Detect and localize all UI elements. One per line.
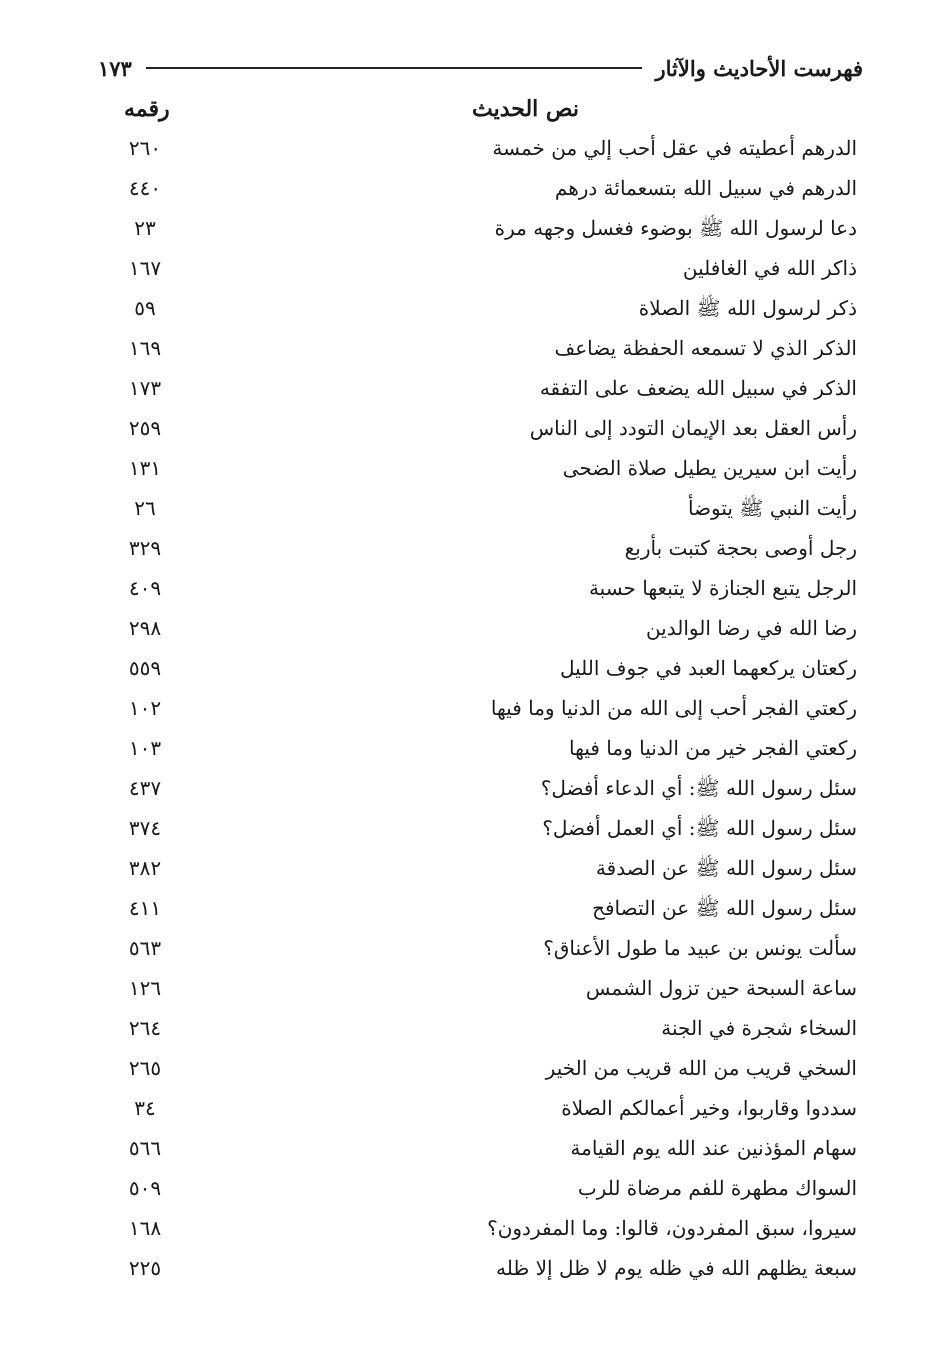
hadith-text: السواك مطهرة للفم مرضاة للرب xyxy=(577,1176,857,1200)
index-row xyxy=(0,173,949,213)
hadith-text: السخاء شجرة في الجنة xyxy=(661,1016,857,1040)
hadith-text: ركعتي الفجر أحب إلى الله من الدنيا وما فيها xyxy=(490,696,857,720)
index-row xyxy=(0,413,949,453)
hadith-number: ٢٣ xyxy=(134,216,156,240)
index-row xyxy=(0,813,949,853)
hadith-number: ٣٤ xyxy=(134,1096,156,1120)
hadith-text: ذاكر الله في الغافلين xyxy=(682,256,857,280)
hadith-text: سألت يونس بن عبيد ما طول الأعناق؟ xyxy=(543,936,857,960)
hadith-number: ١٦٨ xyxy=(128,1216,162,1240)
hadith-number: ١٠٣ xyxy=(128,736,162,760)
index-row xyxy=(0,453,949,493)
text-column-heading: نص الحديث xyxy=(471,96,579,122)
hadith-number: ٢٦ xyxy=(134,496,156,520)
hadith-number: ١٢٦ xyxy=(128,976,162,1000)
hadith-text: سهام المؤذنين عند الله يوم القيامة xyxy=(570,1136,857,1160)
hadith-text: الذكر الذي لا تسمعه الحفظة يضاعف xyxy=(554,336,857,360)
index-row xyxy=(0,853,949,893)
header-rule xyxy=(146,67,642,69)
index-row xyxy=(0,613,949,653)
index-row xyxy=(0,573,949,613)
index-row xyxy=(0,1013,949,1053)
index-row xyxy=(0,1173,949,1213)
index-row xyxy=(0,253,949,293)
hadith-text: ساعة السبحة حين تزول الشمس xyxy=(585,976,857,1000)
hadith-text: دعا لرسول الله ﷺ بوضوء فغسل وجهه مرة xyxy=(494,216,857,240)
hadith-number: ٣٧٤ xyxy=(128,816,162,840)
index-row xyxy=(0,893,949,933)
index-row xyxy=(0,973,949,1013)
hadith-text: سيروا، سبق المفردون، قالوا: وما المفردون؟ xyxy=(487,1216,857,1240)
index-row xyxy=(0,733,949,773)
hadith-text: سئل رسول الله ﷺ: أي الدعاء أفضل؟ xyxy=(540,776,857,800)
hadith-text: السخي قريب من الله قريب من الخير xyxy=(545,1056,857,1080)
hadith-text: الدرهم في سبيل الله بتسعمائة درهم xyxy=(554,176,857,200)
page-number: ١٧٣ xyxy=(98,55,132,81)
hadith-number: ٢٢٥ xyxy=(128,1256,162,1280)
hadith-text: الدرهم أعطيته في عقل أحب إلي من خمسة xyxy=(492,136,857,160)
hadith-text: رجل أوصى بحجة كتبت بأربع xyxy=(624,536,857,560)
hadith-number: ٤٤٠ xyxy=(128,176,162,200)
hadith-text: رأس العقل بعد الإيمان التودد إلى الناس xyxy=(529,416,857,440)
hadith-text: ركعتان يركعهما العبد في جوف الليل xyxy=(559,656,857,680)
hadith-number: ١٧٣ xyxy=(128,376,162,400)
hadith-text: سددوا وقاربوا، وخير أعمالكم الصلاة xyxy=(561,1096,857,1120)
hadith-text: رأيت النبي ﷺ يتوضأ xyxy=(687,496,857,520)
hadith-number: ٤٠٩ xyxy=(128,576,162,600)
hadith-text: ذكر لرسول الله ﷺ الصلاة xyxy=(638,296,857,320)
hadith-number: ٢٦٤ xyxy=(128,1016,162,1040)
index-row xyxy=(0,1093,949,1133)
hadith-number: ٤٣٧ xyxy=(128,776,162,800)
index-row xyxy=(0,933,949,973)
index-row xyxy=(0,1133,949,1173)
hadith-text: سبعة يظلهم الله في ظله يوم لا ظل إلا ظله xyxy=(496,1256,857,1280)
index-row xyxy=(0,1213,949,1253)
hadith-number: ٣٢٩ xyxy=(128,536,162,560)
hadith-number: ٢٥٩ xyxy=(128,416,162,440)
index-row xyxy=(0,493,949,533)
index-row xyxy=(0,373,949,413)
index-row xyxy=(0,653,949,693)
index-row xyxy=(0,773,949,813)
hadith-number: ١٦٧ xyxy=(128,256,162,280)
index-row xyxy=(0,693,949,733)
index-row xyxy=(0,533,949,573)
hadith-number: ٢٦٠ xyxy=(128,136,162,160)
hadith-text: سئل رسول الله ﷺ: أي العمل أفضل؟ xyxy=(542,816,857,840)
hadith-text: الرجل يتبع الجنازة لا يتبعها حسبة xyxy=(588,576,857,600)
running-header xyxy=(98,48,863,88)
hadith-number: ٣٨٢ xyxy=(128,856,162,880)
running-title: فهرست الأحاديث والآثار xyxy=(655,55,863,81)
index-row xyxy=(0,333,949,373)
hadith-number: ٢٦٥ xyxy=(128,1056,162,1080)
hadith-number: ٥٦٣ xyxy=(128,936,162,960)
hadith-number: ١٠٢ xyxy=(128,696,162,720)
hadith-text: ركعتي الفجر خير من الدنيا وما فيها xyxy=(569,736,857,760)
hadith-text: سئل رسول الله ﷺ عن التصافح xyxy=(592,896,857,920)
index-row xyxy=(0,1253,949,1293)
hadith-number: ٥٦٦ xyxy=(128,1136,162,1160)
hadith-number: ١٦٩ xyxy=(128,336,162,360)
hadith-number: ٥٩ xyxy=(134,296,156,320)
index-row xyxy=(0,133,949,173)
number-column-heading: رقمه xyxy=(124,96,170,122)
index-row xyxy=(0,1053,949,1093)
hadith-number: ٥٥٩ xyxy=(128,656,162,680)
hadith-number: ٤١١ xyxy=(128,896,162,920)
hadith-number: ٢٩٨ xyxy=(128,616,162,640)
hadith-text: الذكر في سبيل الله يضعف على التفقه xyxy=(539,376,857,400)
hadith-index-list xyxy=(0,133,949,1293)
index-row xyxy=(0,293,949,333)
hadith-number: ١٣١ xyxy=(128,456,162,480)
hadith-text: رضا الله في رضا الوالدين xyxy=(645,616,857,640)
hadith-text: سئل رسول الله ﷺ عن الصدقة xyxy=(595,856,857,880)
hadith-text: رأيت ابن سيرين يطيل صلاة الضحى xyxy=(562,456,857,480)
hadith-number: ٥٠٩ xyxy=(128,1176,162,1200)
index-row xyxy=(0,213,949,253)
